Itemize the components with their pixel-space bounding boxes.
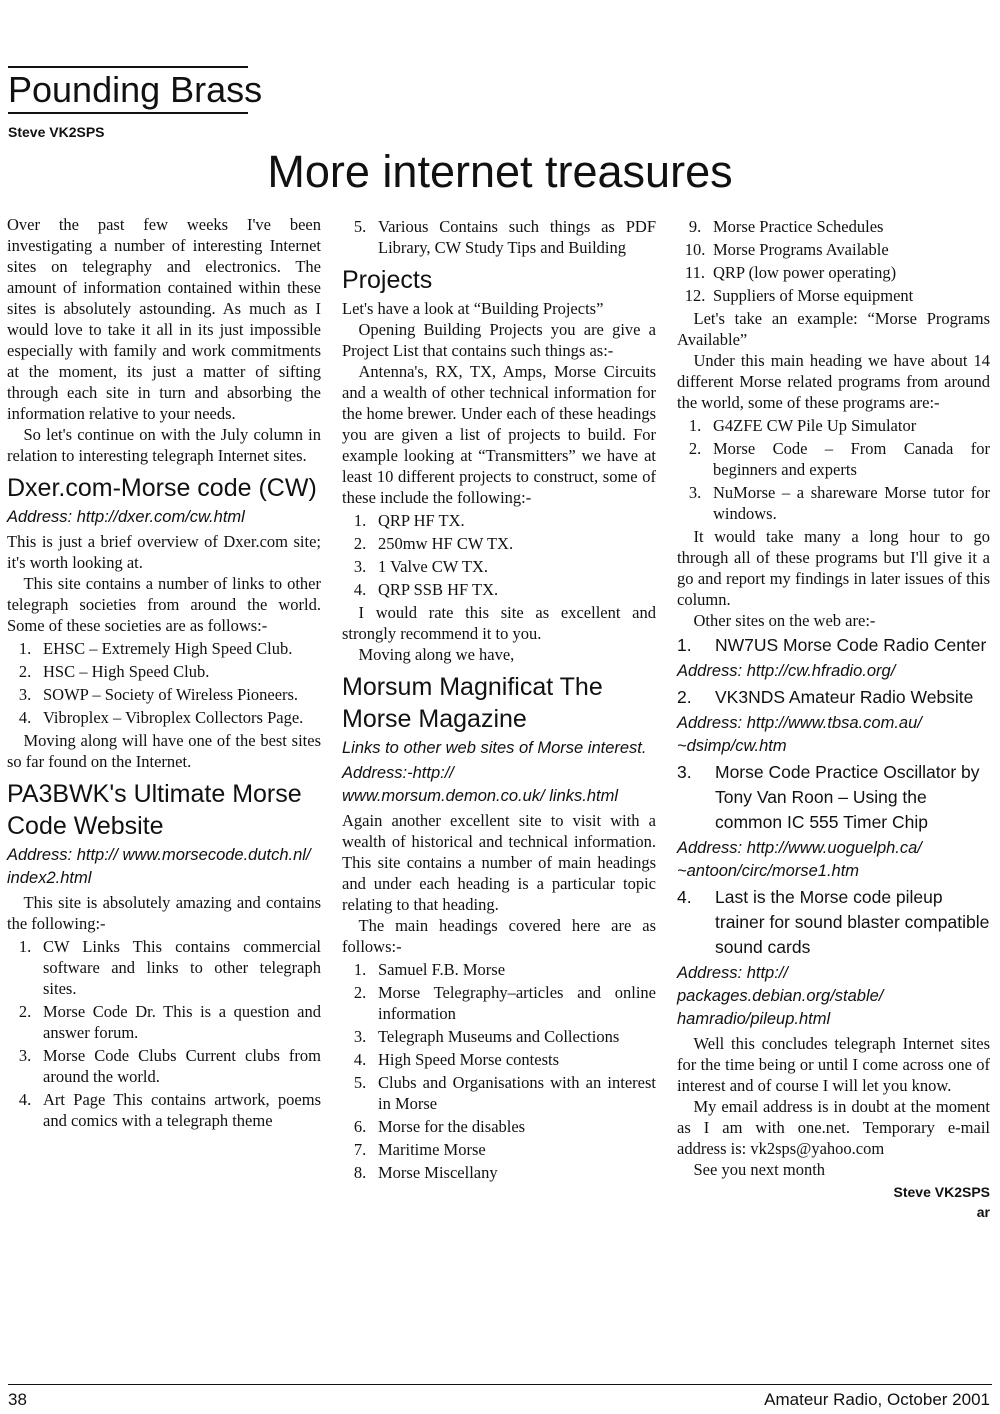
article-column-1: [7, 214, 321, 1133]
list-number: 3.: [18, 1046, 32, 1065]
list-text: Morse Miscellany: [378, 1163, 498, 1182]
section-heading-pa3bwk: PA3BWK's Ultimate Morse Code Website: [7, 780, 302, 840]
list-item: [7, 936, 321, 999]
site-address: Address: http://www.uoguelph.ca/ ~antoon/circ/morse1.htm: [677, 839, 922, 880]
body-paragraph: Under this main heading we have about 14 different Morse related programs from around the world, some of these programs are:-: [677, 351, 990, 412]
site-item: [677, 633, 990, 658]
list-item: [342, 1049, 656, 1070]
body-paragraph: My email address is in doubt at the moment as I am with one.net. Temporary e-mail address is: vk2sps@yahoo.com: [677, 1097, 990, 1158]
feature-list-continued: [342, 216, 656, 258]
list-number: 1.: [353, 511, 367, 530]
list-number: 4.: [353, 1050, 367, 1069]
list-text: 250mw HF CW TX.: [378, 534, 514, 553]
list-number: 1.: [18, 639, 32, 658]
site-address: Address: http:// www.morsecode.dutch.nl/ index2.html: [7, 846, 311, 887]
site-item: [677, 685, 990, 710]
list-number: 4.: [18, 1090, 32, 1109]
list-number: 11.: [684, 263, 705, 282]
list-number: 10.: [684, 240, 706, 259]
article-column-2: [342, 214, 656, 1185]
list-number: 6.: [353, 1117, 367, 1136]
list-text: Morse Programs Available: [713, 240, 889, 259]
list-number: 3.: [677, 762, 692, 782]
site-address: Address: http://www.tbsa.com.au/ ~dsimp/cw.htm: [677, 714, 922, 755]
list-number: 3.: [688, 483, 702, 502]
other-sites-list: [677, 885, 990, 960]
list-item: [342, 1026, 656, 1047]
list-item: [342, 216, 656, 258]
sign-off: ar: [976, 1204, 990, 1220]
list-item: [677, 262, 990, 283]
body-paragraph: Antenna's, RX, TX, Amps, Morse Circuits and a wealth of other technical information for the home brewer. Under each of these headings you are given a list of projects to build. For example looking at “Transmitters” we have at least 10 different projects to construct, some of these include the following:-: [342, 362, 656, 507]
title-rule-top: [8, 66, 248, 68]
list-item: [7, 707, 321, 728]
other-sites-list: [677, 760, 990, 835]
list-item: [7, 1089, 321, 1131]
section-heading-projects: Projects: [342, 266, 433, 294]
site-address: Address: http://cw.hfradio.org/: [677, 662, 896, 680]
list-text: Vibroplex – Vibroplex Collectors Page.: [43, 708, 304, 727]
list-item: [677, 482, 990, 524]
body-paragraph: Opening Building Projects you are give a Project List that contains such things as:-: [342, 320, 656, 360]
list-number: 1.: [18, 937, 32, 956]
list-item: [677, 438, 990, 480]
site-title: Last is the Morse code pileup trainer for sound blaster compatible sound cards: [715, 887, 990, 957]
headings-list-continued: [677, 216, 990, 306]
headings-list: [342, 959, 656, 1183]
list-number: 2.: [353, 534, 367, 553]
list-item: [677, 216, 990, 237]
list-item: [7, 661, 321, 682]
list-text: Maritime Morse: [378, 1140, 486, 1159]
site-item: [677, 760, 990, 835]
author-byline: Steve VK2SPS: [8, 124, 105, 140]
list-number: 1.: [688, 416, 702, 435]
intro-paragraph: So let's continue on with the July column in relation to interesting telegraph Internet sites.: [7, 425, 321, 465]
list-number: 2.: [18, 662, 32, 681]
other-sites-list: [677, 685, 990, 710]
list-text: Various Contains such things as PDF Library, CW Study Tips and Building: [378, 217, 656, 257]
site-address: Address: http://dxer.com/cw.html: [7, 508, 245, 526]
list-item: [342, 579, 656, 600]
list-number: 1.: [677, 635, 692, 655]
list-item: [342, 982, 656, 1024]
list-number: 3.: [18, 685, 32, 704]
article-column-3: [677, 214, 990, 1224]
page-number: 38: [8, 1390, 27, 1409]
body-paragraph: It would take many a long hour to go through all of these programs but I'll give it a go and report my findings in later issues of this column.: [677, 527, 990, 609]
list-number: 2.: [688, 439, 702, 458]
column-title: Pounding Brass: [8, 69, 263, 110]
title-rule-bottom: [8, 112, 248, 114]
body-paragraph: This is just a brief overview of Dxer.com site; it's worth looking at.: [7, 532, 321, 572]
body-paragraph: Again another excellent site to visit with a wealth of historical and technical information. This site contains a number of main headings and under each heading is a particular topic relating to that heading.: [342, 811, 656, 914]
list-number: 1.: [353, 960, 367, 979]
list-text: Clubs and Organisations with an interest in Morse: [378, 1073, 656, 1113]
list-text: QRP HF TX.: [378, 511, 465, 530]
list-number: 3.: [353, 1027, 367, 1046]
list-text: HSC – High Speed Club.: [43, 662, 210, 681]
body-paragraph: Let's have a look at “Building Projects”: [342, 299, 604, 318]
list-number: 2.: [677, 687, 692, 707]
site-address: Address:-http:// www.morsum.demon.co.uk/ links.html: [342, 764, 618, 805]
list-text: QRP (low power operating): [713, 263, 897, 282]
list-item: [342, 959, 656, 980]
list-number: 4.: [353, 580, 367, 599]
list-item: [677, 415, 990, 436]
list-item: [677, 239, 990, 260]
footer-rule: [8, 1384, 992, 1385]
list-text: Morse Code – From Canada for beginners and experts: [713, 439, 990, 479]
list-item: [342, 510, 656, 531]
site-title: NW7US Morse Code Radio Center: [715, 635, 987, 655]
list-text: Telegraph Museums and Collections: [378, 1027, 620, 1046]
programs-list: [677, 415, 990, 524]
list-item: [7, 684, 321, 705]
list-text: QRP SSB HF TX.: [378, 580, 499, 599]
magazine-issue: Amateur Radio, October 2001: [764, 1390, 990, 1409]
list-item: [677, 285, 990, 306]
site-item: [677, 885, 990, 960]
list-text: 1 Valve CW TX.: [378, 557, 488, 576]
list-text: Morse Code Dr. This is a question and answer forum.: [43, 1002, 321, 1042]
list-number: 8.: [353, 1163, 367, 1182]
list-text: Morse for the disables: [378, 1117, 526, 1136]
list-item: [342, 533, 656, 554]
body-paragraph: Moving along we have,: [358, 645, 515, 664]
list-text: High Speed Morse contests: [378, 1050, 560, 1069]
list-text: Art Page This contains artwork, poems and comics with a telegraph theme: [43, 1090, 321, 1130]
list-text: Morse Telegraphy–articles and online information: [378, 983, 656, 1023]
list-number: 9.: [688, 217, 702, 236]
list-number: 4.: [18, 708, 32, 727]
other-sites-list: [677, 633, 990, 658]
list-text: Morse Code Clubs Current clubs from around the world.: [43, 1046, 321, 1086]
list-item: [342, 556, 656, 577]
list-number: 7.: [353, 1140, 367, 1159]
list-number: 4.: [677, 887, 692, 907]
list-item: [7, 1001, 321, 1043]
list-item: [7, 638, 321, 659]
list-number: 5.: [353, 1073, 367, 1092]
list-text: G4ZFE CW Pile Up Simulator: [713, 416, 917, 435]
site-title: Morse Code Practice Oscillator by Tony Van Roon – Using the common IC 555 Timer Chip: [715, 762, 980, 832]
body-paragraph: Other sites on the web are:-: [693, 611, 876, 630]
list-item: [7, 1045, 321, 1087]
list-item: [342, 1162, 656, 1183]
body-paragraph: The main headings covered here are as follows:-: [342, 916, 656, 956]
list-item: [342, 1139, 656, 1160]
article-headline: More internet treasures: [267, 146, 733, 197]
body-paragraph: I would rate this site as excellent and strongly recommend it to you.: [342, 603, 656, 643]
list-number: 12.: [684, 286, 706, 305]
body-paragraph: Well this concludes telegraph Internet sites for the time being or until I come across one of interest and of course I will let you know.: [677, 1034, 990, 1095]
body-paragraph: See you next month: [693, 1160, 826, 1179]
society-list: [7, 638, 321, 728]
list-text: NuMorse – a shareware Morse tutor for windows.: [713, 483, 990, 523]
body-paragraph: This site is absolutely amazing and contains the following:-: [7, 893, 321, 933]
list-number: 2.: [353, 983, 367, 1002]
list-text: Morse Practice Schedules: [713, 217, 884, 236]
list-text: Suppliers of Morse equipment: [713, 286, 914, 305]
list-number: 2.: [18, 1002, 32, 1021]
list-item: [342, 1116, 656, 1137]
body-paragraph: Let's take an example: “Morse Programs Available”: [677, 309, 990, 349]
section-heading-dxer: Dxer.com-Morse code (CW): [7, 474, 317, 502]
list-number: 5.: [353, 217, 367, 236]
section-subtitle: Links to other web sites of Morse interest.: [342, 739, 647, 757]
list-text: EHSC – Extremely High Speed Club.: [43, 639, 293, 658]
author-signature: Steve VK2SPS: [893, 1184, 990, 1200]
list-text: SOWP – Society of Wireless Pioneers.: [43, 685, 299, 704]
list-text: Samuel F.B. Morse: [378, 960, 506, 979]
body-paragraph: This site contains a number of links to other telegraph societies from around the world. Some of these societies are as follows:-: [7, 574, 321, 635]
list-number: 3.: [353, 557, 367, 576]
site-address: Address: http:// packages.debian.org/stable/ hamradio/pileup.html: [677, 964, 884, 1028]
intro-paragraph: Over the past few weeks I've been investigating a number of interesting Internet sites on telegraphy and electronics. The amount of information contained within these sites is absolutely astounding. As much as I would love to take it all in its just impossible especially with family and work commitments at the moment, its just a matter of sifting through each site in turn and absorbing the information relative to your needs.: [7, 215, 321, 423]
list-item: [342, 1072, 656, 1114]
feature-list: [7, 936, 321, 1131]
body-paragraph: Moving along will have one of the best sites so far found on the Internet.: [7, 731, 321, 771]
projects-list: [342, 510, 656, 600]
section-heading-morsum: Morsum Magnificat The Morse Magazine: [342, 673, 603, 733]
site-title: VK3NDS Amateur Radio Website: [715, 687, 974, 707]
list-text: CW Links This contains commercial software and links to other telegraph sites.: [43, 937, 321, 998]
